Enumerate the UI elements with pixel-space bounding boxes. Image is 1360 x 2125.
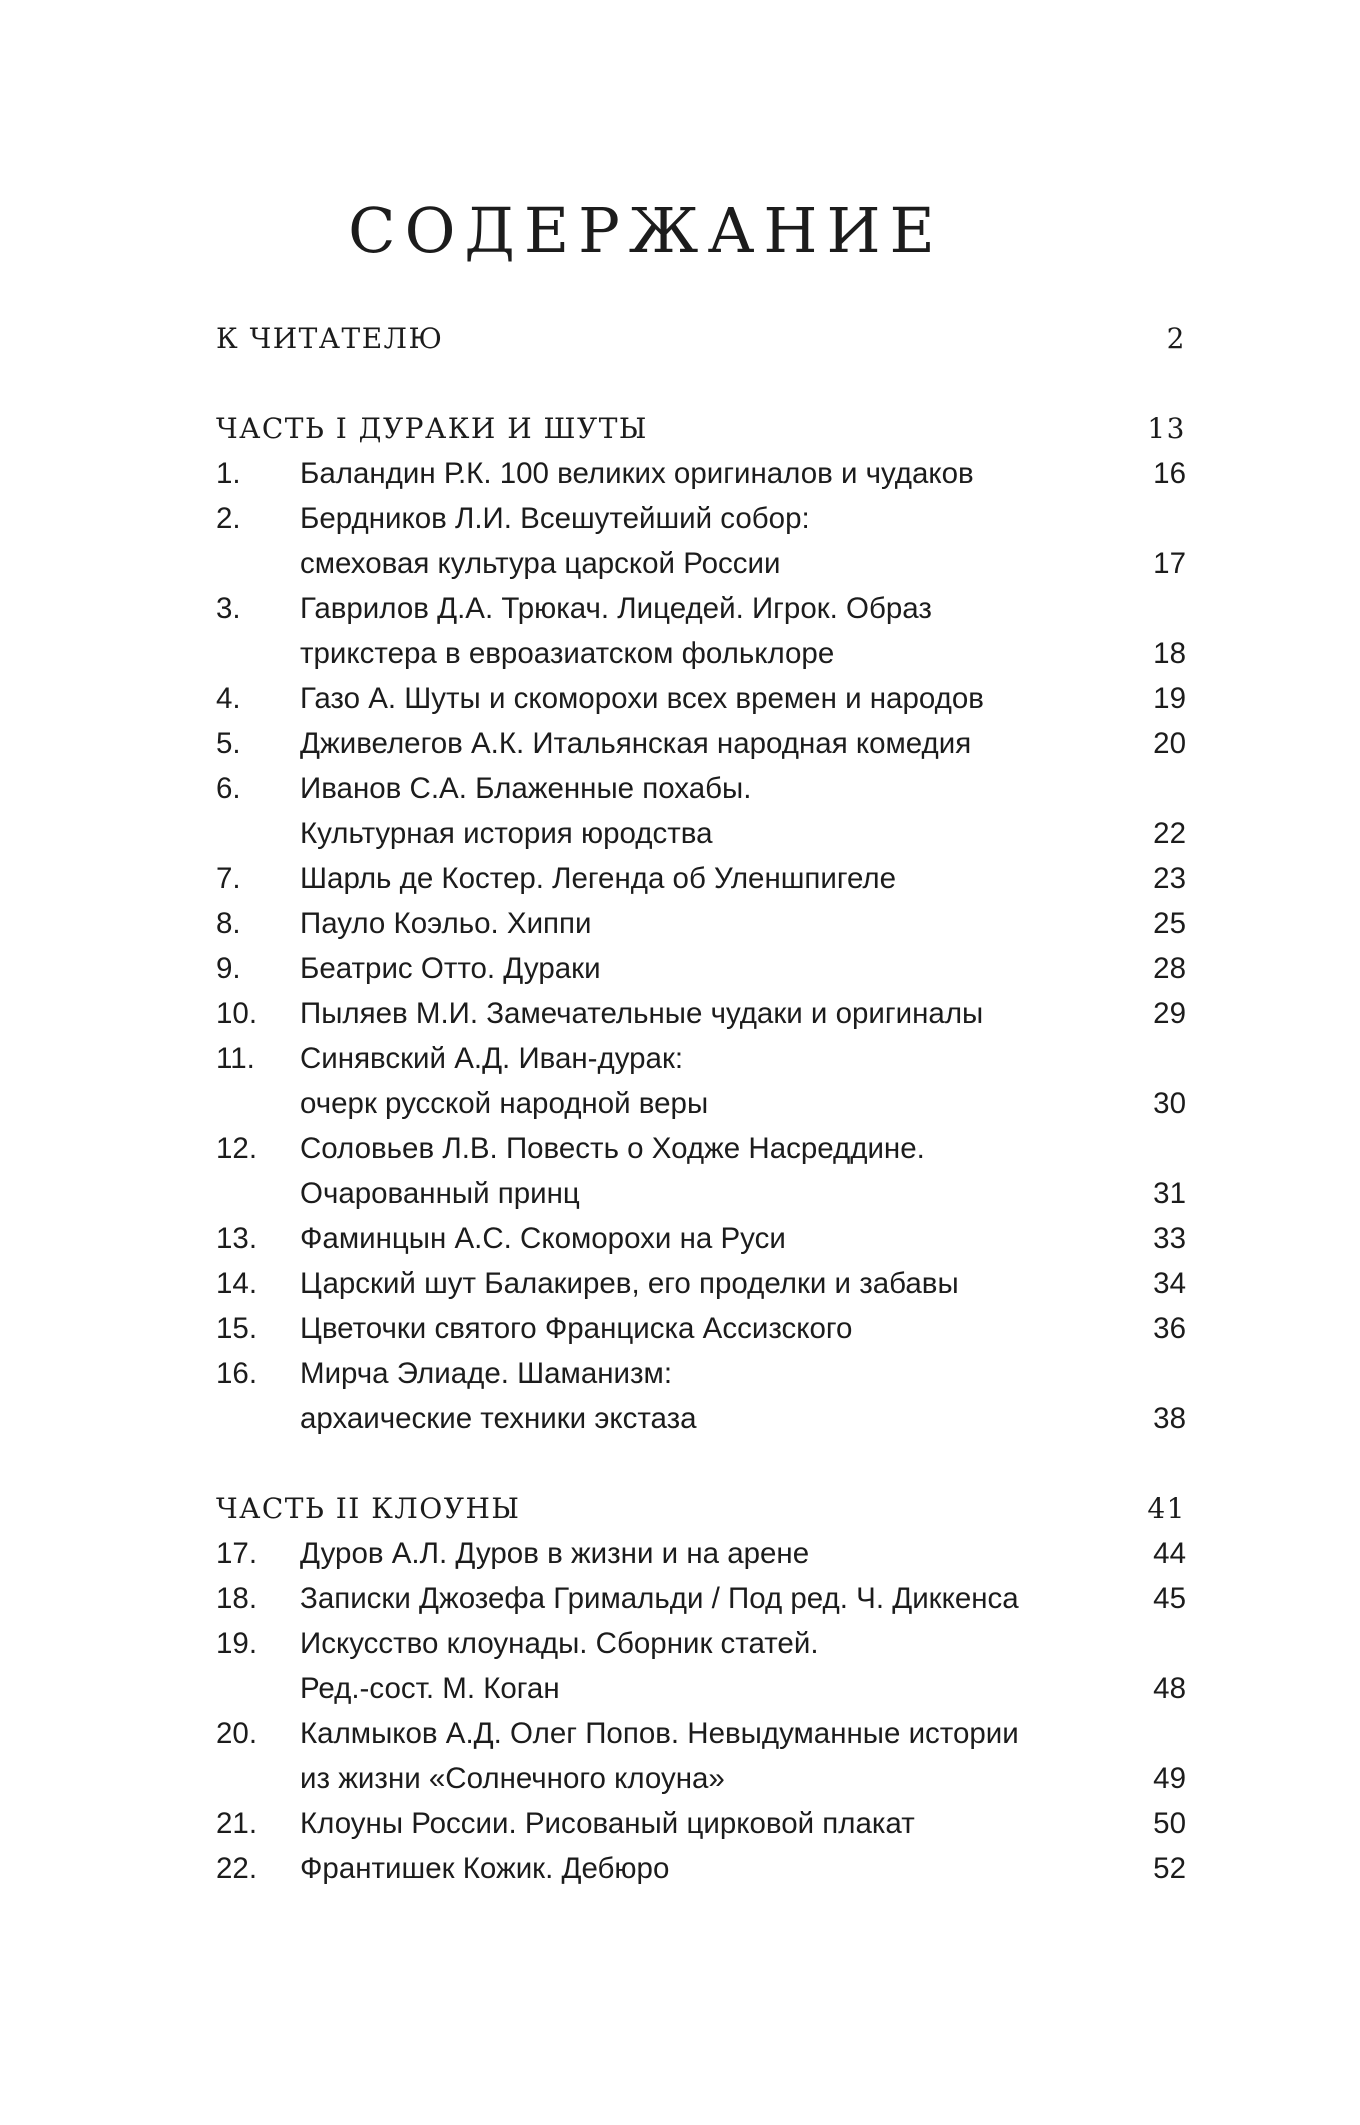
part1-section bbox=[216, 406, 1186, 1441]
entry-number: 1. bbox=[216, 457, 241, 490]
toc-entry-line[interactable] bbox=[216, 1126, 1186, 1171]
intro-section bbox=[216, 316, 1186, 361]
page-number: 16 bbox=[1153, 457, 1186, 490]
toc-entry-line[interactable] bbox=[216, 1666, 1186, 1711]
entry-number: 4. bbox=[216, 682, 241, 715]
entry-title: Калмыков А.Д. Олег Попов. Невыдуманные истории bbox=[300, 1717, 1019, 1750]
page-number: 22 bbox=[1153, 817, 1186, 850]
toc-entry-line[interactable] bbox=[216, 496, 1186, 541]
toc-entry-line[interactable] bbox=[216, 1576, 1186, 1621]
entry-title: Бердников Л.И. Всешутейший собор: bbox=[300, 502, 810, 535]
page-number: 18 bbox=[1153, 637, 1186, 670]
toc-entry-line[interactable] bbox=[216, 1306, 1186, 1351]
toc-entry-line[interactable] bbox=[216, 541, 1186, 586]
toc-entry-line[interactable] bbox=[216, 856, 1186, 901]
entry-title: Франтишек Кожик. Дебюро bbox=[300, 1852, 670, 1885]
entry-number: 15. bbox=[216, 1312, 258, 1345]
toc-entry-line[interactable] bbox=[216, 1261, 1186, 1306]
page-number: 38 bbox=[1153, 1402, 1186, 1435]
toc-entry-line[interactable] bbox=[216, 451, 1186, 496]
toc-entry-line[interactable] bbox=[216, 676, 1186, 721]
part1-entries bbox=[216, 451, 1186, 1441]
page-number: 50 bbox=[1153, 1807, 1186, 1840]
page-number: 17 bbox=[1153, 547, 1186, 580]
heading-label: ЧАСТЬ II КЛОУНЫ bbox=[216, 1492, 521, 1525]
toc-entry-line[interactable] bbox=[216, 721, 1186, 766]
entry-title: трикстера в евроазиатском фольклоре bbox=[300, 637, 835, 670]
toc-entry-line[interactable] bbox=[216, 1801, 1186, 1846]
toc-entry-line[interactable] bbox=[216, 1216, 1186, 1261]
entry-title: Гаврилов Д.А. Трюкач. Лицедей. Игрок. Образ bbox=[300, 592, 932, 625]
entry-title: Дживелегов А.К. Итальянская народная комедия bbox=[300, 727, 972, 760]
toc-heading-intro[interactable] bbox=[216, 316, 1186, 361]
entry-number: 17. bbox=[216, 1537, 258, 1570]
toc-entry-line[interactable] bbox=[216, 946, 1186, 991]
page-number: 41 bbox=[1147, 1492, 1186, 1525]
page-number: 33 bbox=[1153, 1222, 1186, 1255]
entry-number: 9. bbox=[216, 952, 241, 985]
toc-entry-line[interactable] bbox=[216, 1036, 1186, 1081]
page-number: 48 bbox=[1153, 1672, 1186, 1705]
page-number: 29 bbox=[1153, 997, 1186, 1030]
entry-title: Мирча Элиаде. Шаманизм: bbox=[300, 1357, 673, 1390]
entry-number: 7. bbox=[216, 862, 241, 895]
page-number: 49 bbox=[1153, 1762, 1186, 1795]
entry-title: Газо А. Шуты и скоморохи всех времен и народов bbox=[300, 682, 984, 715]
toc-entry-line[interactable] bbox=[216, 1756, 1186, 1801]
entry-title: Ред.-сост. М. Коган bbox=[300, 1672, 560, 1705]
toc-entry-line[interactable] bbox=[216, 991, 1186, 1036]
entry-number: 21. bbox=[216, 1807, 258, 1840]
entry-title: Цветочки святого Франциска Ассизского bbox=[300, 1312, 853, 1345]
toc-entry-line[interactable] bbox=[216, 631, 1186, 676]
entry-number: 14. bbox=[216, 1267, 258, 1300]
page-number: 45 bbox=[1153, 1582, 1186, 1615]
page-number: 13 bbox=[1147, 412, 1186, 445]
entry-title: Соловьев Л.В. Повесть о Ходже Насреддине. bbox=[300, 1132, 925, 1165]
entry-number: 11. bbox=[216, 1042, 255, 1075]
entry-title: Клоуны России. Рисованый цирковой плакат bbox=[300, 1807, 915, 1840]
entry-number: 16. bbox=[216, 1357, 258, 1390]
part2-entries bbox=[216, 1531, 1186, 1891]
entry-title: Пыляев М.И. Замечательные чудаки и оригиналы bbox=[300, 997, 984, 1030]
entry-number: 6. bbox=[216, 772, 241, 805]
toc-entry-line[interactable] bbox=[216, 1531, 1186, 1576]
entry-number: 10. bbox=[216, 997, 258, 1030]
entry-title: Записки Джозефа Гримальди / Под ред. Ч. Диккенса bbox=[300, 1582, 1019, 1615]
heading-label: ЧАСТЬ I ДУРАКИ И ШУТЫ bbox=[216, 412, 648, 445]
entry-title: архаические техники экстаза bbox=[300, 1402, 697, 1435]
entry-number: 20. bbox=[216, 1717, 258, 1750]
page-number: 23 bbox=[1153, 862, 1186, 895]
part2-section bbox=[216, 1486, 1186, 1891]
entry-title: Очарованный принц bbox=[300, 1177, 580, 1210]
toc-heading-part2[interactable] bbox=[216, 1486, 1186, 1531]
entry-number: 12. bbox=[216, 1132, 258, 1165]
heading-label: К ЧИТАТЕЛЮ bbox=[216, 322, 444, 355]
entry-title: Дуров А.Л. Дуров в жизни и на арене bbox=[300, 1537, 810, 1570]
entry-title: Пауло Коэльо. Хиппи bbox=[300, 907, 592, 940]
entry-number: 3. bbox=[216, 592, 241, 625]
entry-title: Синявский А.Д. Иван-дурак: bbox=[300, 1042, 684, 1075]
page-number: 36 bbox=[1153, 1312, 1186, 1345]
entry-title: Фаминцын А.С. Скоморохи на Руси bbox=[300, 1222, 786, 1255]
toc-entry-line[interactable] bbox=[216, 766, 1186, 811]
toc-entry-line[interactable] bbox=[216, 1081, 1186, 1126]
entry-title: Беатрис Отто. Дураки bbox=[300, 952, 601, 985]
toc-entry-line[interactable] bbox=[216, 586, 1186, 631]
page-number: 30 bbox=[1153, 1087, 1186, 1120]
page-title: СОДЕРЖАНИЕ bbox=[348, 194, 944, 267]
entry-title: из жизни «Солнечного клоуна» bbox=[300, 1762, 725, 1795]
entry-title: Культурная история юродства bbox=[300, 817, 713, 850]
entry-number: 22. bbox=[216, 1852, 258, 1885]
page-number: 28 bbox=[1153, 952, 1186, 985]
page-number: 31 bbox=[1153, 1177, 1186, 1210]
entry-title: очерк русской народной веры bbox=[300, 1087, 709, 1120]
toc-entry-line[interactable] bbox=[216, 1171, 1186, 1216]
toc-entry-line[interactable] bbox=[216, 1711, 1186, 1756]
page-number: 2 bbox=[1166, 322, 1186, 355]
toc-heading-part1[interactable] bbox=[216, 406, 1186, 451]
toc-entry-line[interactable] bbox=[216, 1396, 1186, 1441]
page-number: 19 bbox=[1153, 682, 1186, 715]
entry-number: 18. bbox=[216, 1582, 258, 1615]
page-number: 20 bbox=[1153, 727, 1186, 760]
entry-title: Шарль де Костер. Легенда об Уленшпигеле bbox=[300, 862, 897, 895]
entry-title: смеховая культура царской России bbox=[300, 547, 781, 580]
page-number: 25 bbox=[1153, 907, 1186, 940]
entry-number: 2. bbox=[216, 502, 241, 535]
entry-title: Баландин Р.К. 100 великих оригиналов и чудаков bbox=[300, 457, 974, 490]
page-number: 44 bbox=[1153, 1537, 1186, 1570]
toc-entry-line[interactable] bbox=[216, 901, 1186, 946]
entry-title: Искусство клоунады. Сборник статей. bbox=[300, 1627, 819, 1660]
toc-entry-line[interactable] bbox=[216, 811, 1186, 856]
entry-title: Иванов С.А. Блаженные похабы. bbox=[300, 772, 752, 805]
entry-number: 8. bbox=[216, 907, 241, 940]
entry-number: 13. bbox=[216, 1222, 258, 1255]
toc-entry-line[interactable] bbox=[216, 1846, 1186, 1891]
page-number: 52 bbox=[1153, 1852, 1186, 1885]
toc-entry-line[interactable] bbox=[216, 1621, 1186, 1666]
table-of-contents bbox=[216, 316, 1186, 1936]
toc-entry-line[interactable] bbox=[216, 1351, 1186, 1396]
entry-number: 19. bbox=[216, 1627, 258, 1660]
entry-number: 5. bbox=[216, 727, 241, 760]
page-number: 34 bbox=[1153, 1267, 1186, 1300]
entry-title: Царский шут Балакирев, его проделки и забавы bbox=[300, 1267, 959, 1300]
